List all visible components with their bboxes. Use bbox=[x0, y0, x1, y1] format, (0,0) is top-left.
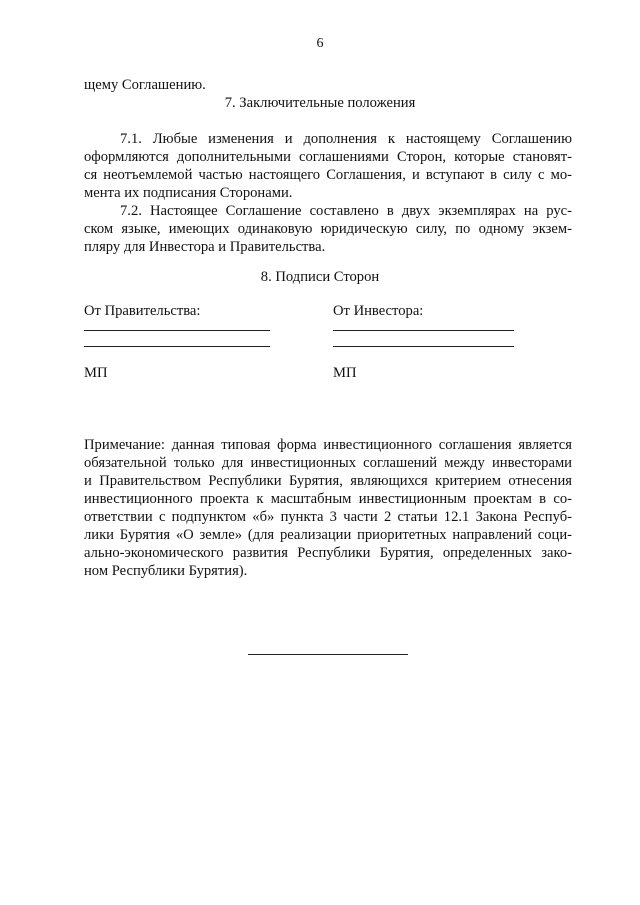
document-end-rule bbox=[248, 654, 408, 655]
note-line: и Правительством Республики Бурятия, являющихся критерием отнесения bbox=[84, 473, 572, 489]
investor-name-line bbox=[333, 346, 514, 347]
note-line: ответствии с подпунктом «б» пункта 3 части 2 статьи 12.1 Закона Респуб- bbox=[84, 509, 572, 525]
note-line: лики Бурятия «О земле» (для реализации приоритетных направлений соци- bbox=[84, 527, 572, 543]
government-signatory-label: От Правительства: bbox=[84, 303, 201, 319]
investor-signature-line bbox=[333, 330, 514, 331]
paragraph-line: 7.2. Настоящее Соглашение составлено в двух экземплярах на рус- bbox=[120, 203, 572, 219]
note-line: обязательной только для инвестиционных соглашений между инвесторами bbox=[84, 455, 572, 471]
carry-over-text: щему Соглашению. bbox=[84, 77, 206, 93]
paragraph-line: 7.1. Любые изменения и дополнения к настоящему Соглашению bbox=[120, 131, 572, 147]
paragraph-line: оформляются дополнительными соглашениями Сторон, которые становят- bbox=[84, 149, 572, 165]
government-seal-mark: МП bbox=[84, 365, 108, 381]
note-line: Примечание: данная типовая форма инвестиционного соглашения является bbox=[84, 437, 572, 453]
section-8-heading: 8. Подписи Сторон bbox=[260, 269, 380, 285]
paragraph-line: мента их подписания Сторонами. bbox=[84, 185, 293, 201]
note-line: ально-экономического развития Республики Бурятия, определенных зако- bbox=[84, 545, 572, 561]
paragraph-line: ском языке, имеющих одинаковую юридическую силу, по одному экзем- bbox=[84, 221, 572, 237]
paragraph-line: ся неотъемлемой частью настоящего Соглашения, и вступают в силу с мо- bbox=[84, 167, 572, 183]
section-7-heading: 7. Заключительные положения bbox=[224, 95, 416, 111]
page-number: 6 bbox=[316, 36, 324, 51]
government-name-line bbox=[84, 346, 270, 347]
paragraph-line: пляру для Инвестора и Правительства. bbox=[84, 239, 326, 255]
government-signature-line bbox=[84, 330, 270, 331]
investor-seal-mark: МП bbox=[333, 365, 357, 381]
investor-signatory-label: От Инвестора: bbox=[333, 303, 424, 319]
note-line: инвестиционного проекта к масштабным инвестиционным проектам в со- bbox=[84, 491, 572, 507]
note-line: ном Республики Бурятия). bbox=[84, 563, 248, 579]
